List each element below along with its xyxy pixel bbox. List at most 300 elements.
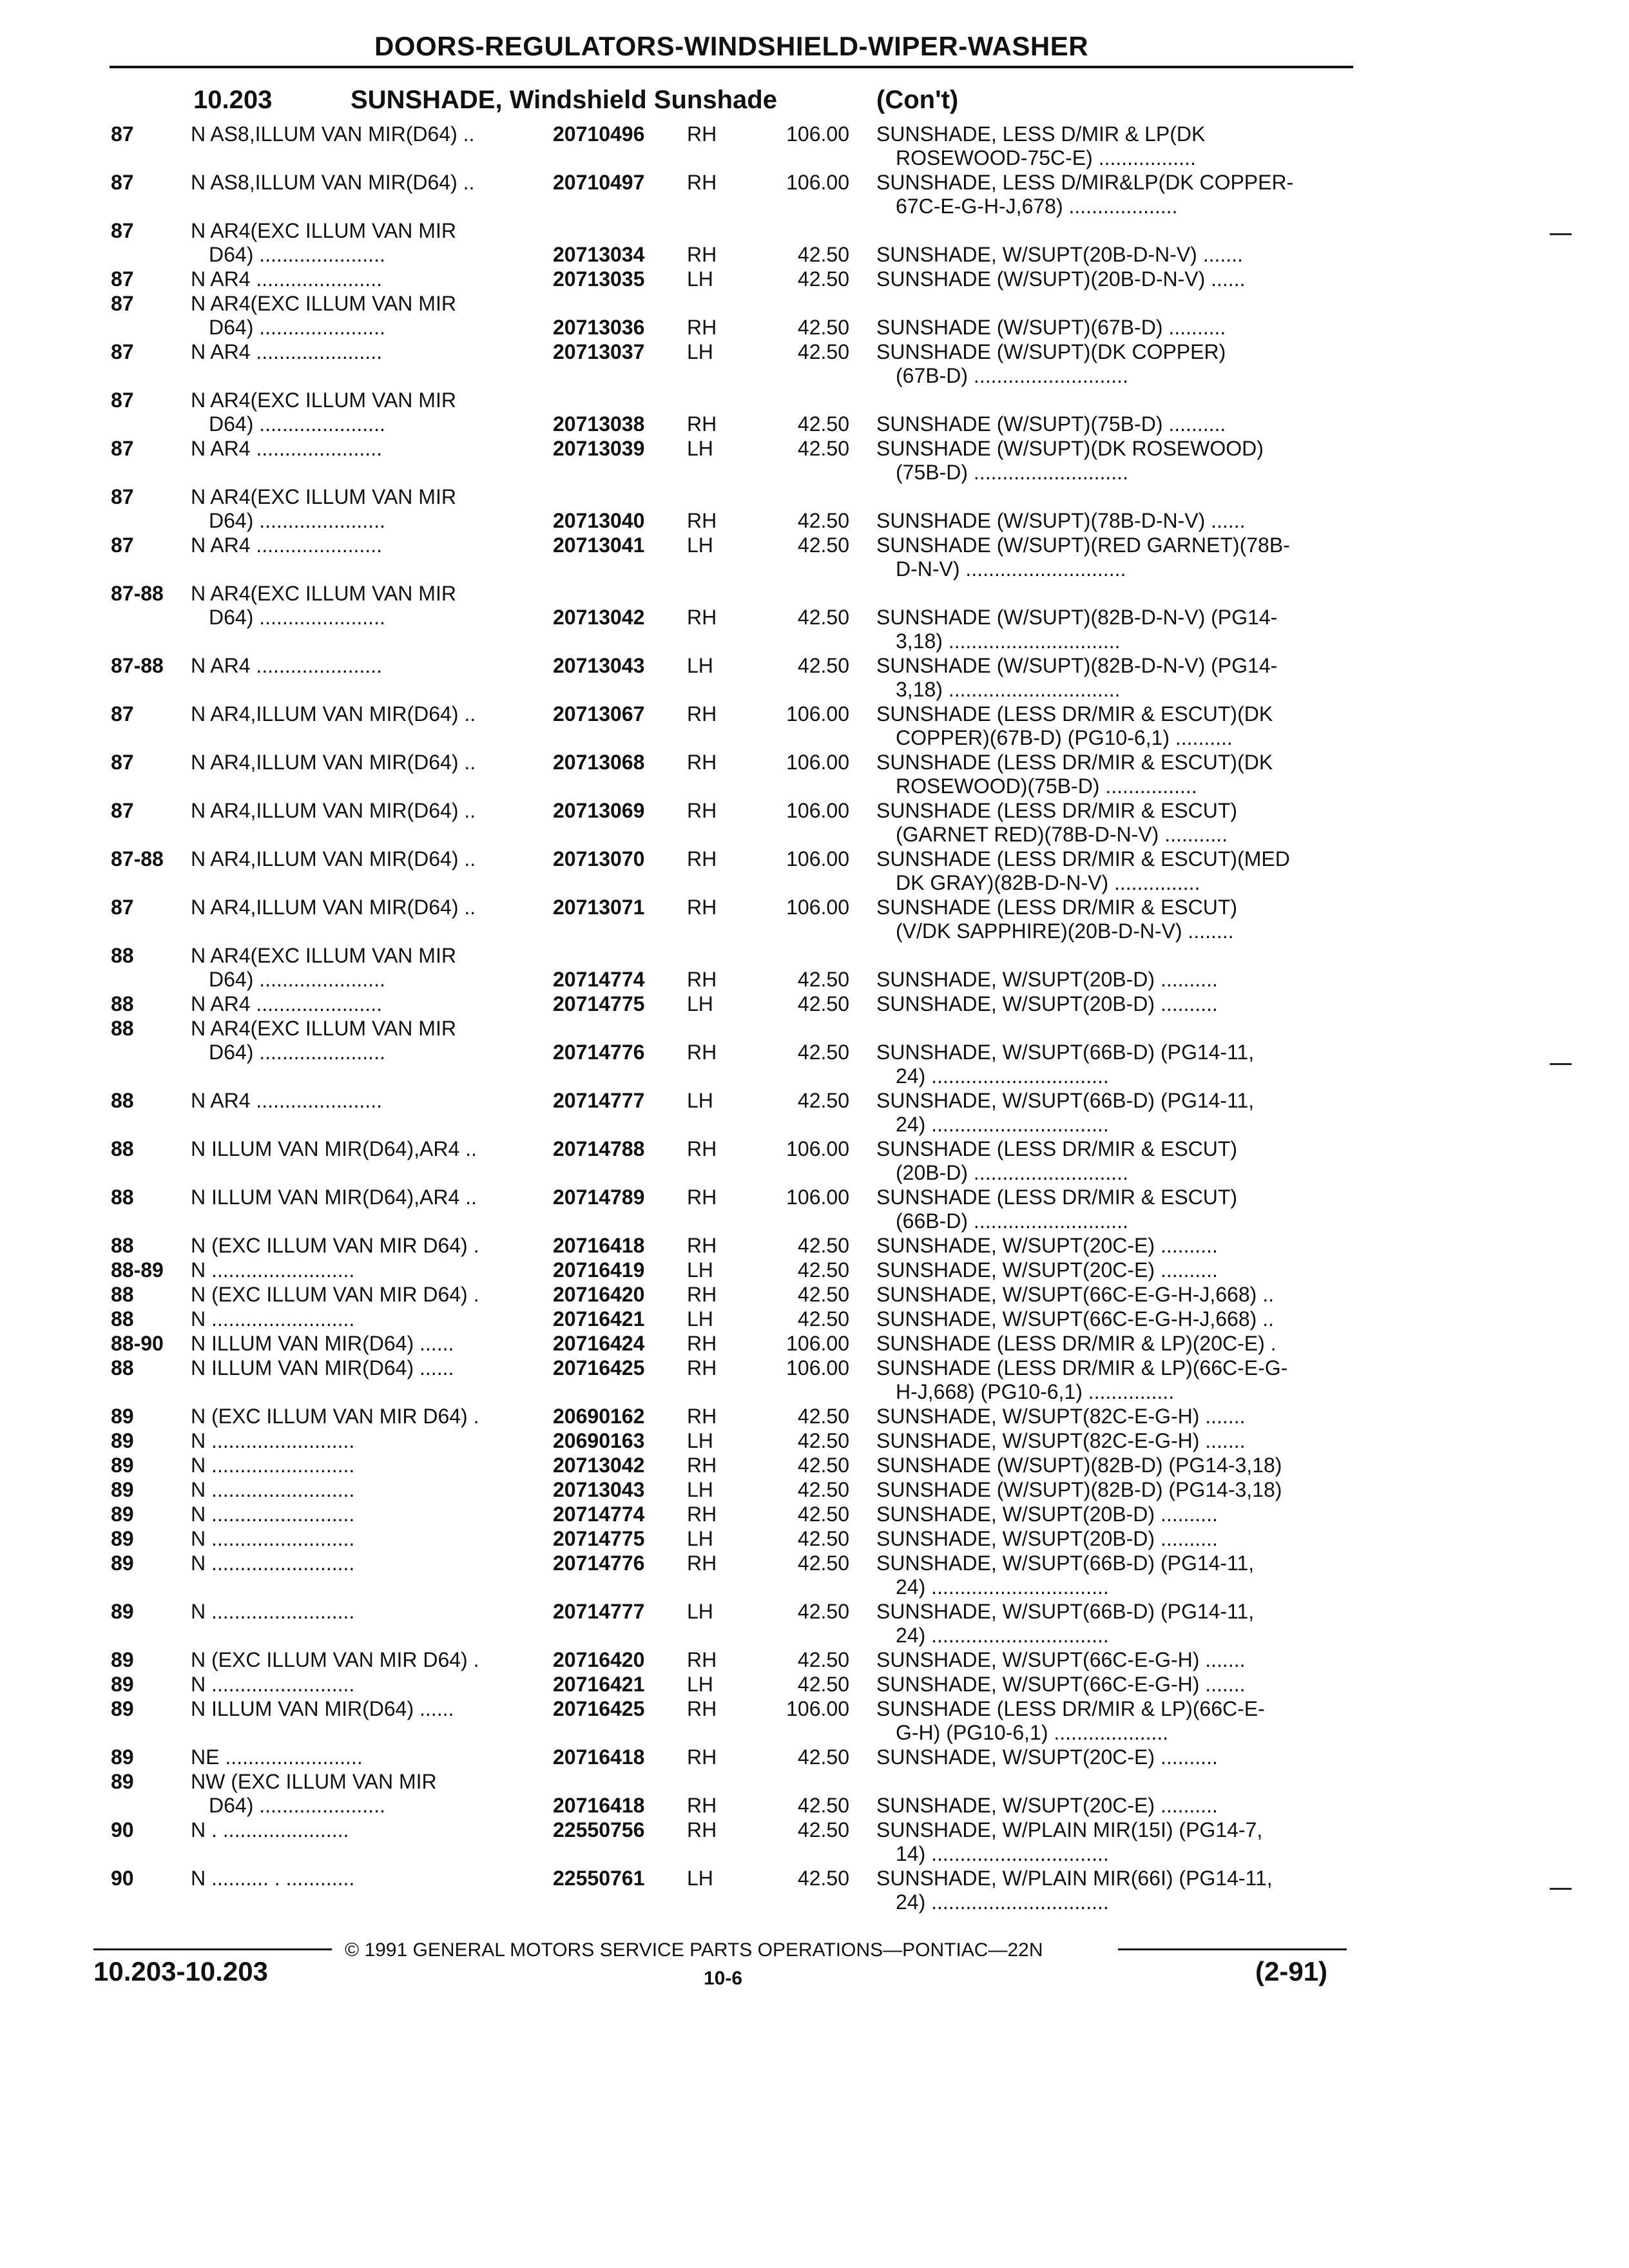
model-year: 89: [111, 1552, 134, 1575]
price: 42.50: [797, 1258, 849, 1282]
side: RH: [687, 243, 717, 266]
price: 106.00: [786, 171, 849, 194]
usage-description-line: N AR4(EXC ILLUM VAN MIR: [191, 389, 456, 412]
model-year: 87: [111, 340, 134, 363]
part-number: 20716420: [553, 1648, 645, 1671]
table-row: [0, 437, 1629, 485]
usage-description-line: N .........................: [191, 1258, 355, 1282]
usage-description: [191, 533, 558, 557]
usage-description-line: N AR4 ......................: [191, 340, 382, 363]
part-name-line: SUNSHADE, W/SUPT(82C-E-G-H) .......: [876, 1405, 1246, 1428]
usage-description-line: N ILLUM VAN MIR(D64),AR4 ..: [191, 1137, 477, 1160]
usage-description: [191, 582, 558, 629]
usage-description: [191, 1745, 558, 1769]
part-number: 20713038: [553, 412, 645, 436]
table-row: [0, 1307, 1629, 1332]
usage-description-line: D64) ......................: [209, 968, 385, 991]
side: RH: [687, 896, 717, 919]
part-number: 22550761: [553, 1867, 645, 1890]
part-name: [876, 1503, 1353, 1526]
part-name-line: SUNSHADE (LESS DR/MIR & ESCUT)(DK: [876, 751, 1273, 774]
part-name-line: (67B-D) ...........................: [896, 364, 1128, 387]
table-row: [0, 799, 1629, 847]
model-year: 89: [111, 1770, 134, 1793]
part-number: 20713036: [553, 316, 645, 339]
model-year: 89: [111, 1697, 134, 1720]
part-number: 20714788: [553, 1137, 645, 1160]
price: 106.00: [786, 1186, 849, 1209]
usage-description-line: N (EXC ILLUM VAN MIR D64) .: [191, 1405, 479, 1428]
price: 42.50: [797, 340, 849, 363]
price: 42.50: [797, 533, 849, 557]
model-year: 89: [111, 1527, 134, 1550]
edge-mark: [1550, 1063, 1572, 1065]
part-name-line: SUNSHADE, W/SUPT(20C-E) ..........: [876, 1258, 1218, 1282]
part-name-line: 24) ...............................: [896, 1113, 1109, 1136]
table-row: [0, 1552, 1629, 1600]
table-row: [0, 1697, 1629, 1745]
usage-description: [191, 437, 558, 461]
usage-description: [191, 702, 558, 726]
side: RH: [687, 847, 717, 870]
part-number: 20716418: [553, 1794, 645, 1817]
table-row: [0, 1332, 1629, 1356]
usage-description: [191, 1137, 558, 1161]
model-year: 87: [111, 751, 134, 774]
usage-description: [191, 1648, 558, 1672]
price: 42.50: [797, 1648, 849, 1671]
model-year: 88: [111, 1186, 134, 1209]
usage-description-line: N AR4,ILLUM VAN MIR(D64) ..: [191, 847, 476, 870]
part-name-line: SUNSHADE, W/SUPT(66C-E-G-H-J,668) ..: [876, 1283, 1274, 1306]
model-year: 88: [111, 1137, 134, 1160]
part-name-line: SUNSHADE, W/SUPT(20B-D) ..........: [876, 1527, 1218, 1550]
usage-description: [191, 799, 558, 823]
table-row: [0, 1429, 1629, 1454]
price: 106.00: [786, 799, 849, 822]
part-name: [876, 702, 1353, 750]
part-name: [876, 243, 1353, 267]
part-name: [876, 171, 1353, 218]
usage-description: [191, 847, 558, 871]
table-row: [0, 340, 1629, 389]
usage-description-line: N AR4(EXC ILLUM VAN MIR: [191, 219, 456, 242]
price: 42.50: [797, 1429, 849, 1452]
part-name-line: SUNSHADE (W/SUPT)(RED GARNET)(78B-: [876, 533, 1290, 557]
part-name: [876, 1552, 1353, 1599]
price: 106.00: [786, 847, 849, 870]
table-row: [0, 292, 1629, 340]
usage-description-line: D64) ......................: [209, 243, 385, 266]
part-number: 20713071: [553, 896, 645, 919]
usage-description-line: N AR4 ......................: [191, 1089, 382, 1112]
usage-description: [191, 992, 558, 1016]
part-name-line: (75B-D) ...........................: [896, 461, 1128, 484]
part-name-line: SUNSHADE (W/SUPT)(20B-D-N-V) ......: [876, 267, 1246, 291]
usage-description: [191, 1770, 558, 1818]
model-year: 90: [111, 1867, 134, 1890]
price: 42.50: [797, 1307, 849, 1331]
part-name: [876, 1673, 1353, 1696]
table-row: [0, 1527, 1629, 1552]
part-number: 20714774: [553, 968, 645, 991]
part-name-line: SUNSHADE, W/SUPT(20C-E) ..........: [876, 1794, 1218, 1817]
usage-description-line: N .........................: [191, 1429, 355, 1452]
model-year: 87: [111, 267, 134, 291]
price: 42.50: [797, 1552, 849, 1575]
side: RH: [687, 1818, 717, 1841]
side: RH: [687, 122, 717, 146]
part-name-line: SUNSHADE (LESS DR/MIR & LP)(66C-E-: [876, 1697, 1265, 1720]
model-year: 88: [111, 1089, 134, 1112]
side: RH: [687, 606, 717, 629]
part-name-line: SUNSHADE, W/SUPT(20B-D-N-V) .......: [876, 243, 1243, 266]
part-number: 20690162: [553, 1405, 645, 1428]
part-name: [876, 316, 1353, 340]
price: 42.50: [797, 1794, 849, 1817]
table-row: [0, 1089, 1629, 1137]
price: 42.50: [797, 1041, 849, 1064]
model-year: 87-88: [111, 654, 164, 677]
part-number: 20714776: [553, 1041, 645, 1064]
part-number: 20710496: [553, 122, 645, 146]
side: RH: [687, 1283, 717, 1306]
price: 42.50: [797, 1478, 849, 1501]
table-row: [0, 582, 1629, 654]
price: 42.50: [797, 412, 849, 436]
side: RH: [687, 1794, 717, 1817]
part-name-line: SUNSHADE, W/SUPT(66C-E-G-H) .......: [876, 1673, 1246, 1696]
part-name-line: SUNSHADE (LESS DR/MIR & ESCUT)(DK: [876, 702, 1273, 726]
side: RH: [687, 171, 717, 194]
price: 42.50: [797, 1527, 849, 1550]
part-number: 22550756: [553, 1818, 645, 1841]
part-number: 20713035: [553, 267, 645, 291]
table-row: [0, 389, 1629, 437]
usage-description-line: N AR4(EXC ILLUM VAN MIR: [191, 485, 456, 508]
price: 106.00: [786, 1137, 849, 1160]
usage-description-line: N AS8,ILLUM VAN MIR(D64) ..: [191, 171, 475, 194]
table-row: [0, 1017, 1629, 1089]
part-name: [876, 437, 1353, 485]
part-name-line: SUNSHADE (W/SUPT)(82B-D-N-V) (PG14-: [876, 606, 1278, 629]
usage-description: [191, 171, 558, 195]
table-row: [0, 1745, 1629, 1770]
model-year: 89: [111, 1478, 134, 1501]
part-name-line: SUNSHADE, W/PLAIN MIR(15I) (PG14-7,: [876, 1818, 1263, 1841]
part-number: 20716425: [553, 1356, 645, 1379]
price: 42.50: [797, 437, 849, 460]
side: RH: [687, 509, 717, 532]
usage-description-line: N AR4(EXC ILLUM VAN MIR: [191, 1017, 456, 1040]
table-row: [0, 1818, 1629, 1867]
side: RH: [687, 1745, 717, 1769]
side: LH: [687, 1429, 713, 1452]
part-name-line: SUNSHADE (W/SUPT)(67B-D) ..........: [876, 316, 1226, 339]
price: 42.50: [797, 1745, 849, 1769]
table-row: [0, 1770, 1629, 1818]
side: RH: [687, 1137, 717, 1160]
part-name: [876, 1648, 1353, 1672]
side: LH: [687, 992, 713, 1015]
part-name-line: (66B-D) ...........................: [896, 1209, 1128, 1233]
usage-description-line: N .........................: [191, 1673, 355, 1696]
model-year: 88: [111, 992, 134, 1015]
model-year: 89: [111, 1648, 134, 1671]
price: 42.50: [797, 606, 849, 629]
model-year: 88: [111, 1356, 134, 1379]
usage-description-line: N AR4 ......................: [191, 437, 382, 460]
usage-description: [191, 1697, 558, 1721]
side: LH: [687, 437, 713, 460]
part-number: 20713068: [553, 751, 645, 774]
part-name: [876, 1794, 1353, 1818]
usage-description-line: N AR4,ILLUM VAN MIR(D64) ..: [191, 799, 476, 822]
part-number: 20716424: [553, 1332, 645, 1355]
usage-description-line: N AR4(EXC ILLUM VAN MIR: [191, 582, 456, 605]
model-year: 89: [111, 1600, 134, 1623]
part-name: [876, 799, 1353, 847]
table-row: [0, 122, 1629, 171]
part-number: 20716419: [553, 1258, 645, 1282]
part-name-line: SUNSHADE, W/SUPT(66B-D) (PG14-11,: [876, 1600, 1255, 1623]
part-name-line: 24) ...............................: [896, 1575, 1109, 1599]
usage-description-line: N (EXC ILLUM VAN MIR D64) .: [191, 1234, 479, 1257]
part-name: [876, 533, 1353, 581]
part-name-line: SUNSHADE (LESS DR/MIR & ESCUT): [876, 799, 1238, 822]
footer-page-number: 10-6: [704, 1968, 743, 1989]
side: LH: [687, 1673, 713, 1696]
table-row: [0, 751, 1629, 799]
usage-description: [191, 267, 558, 291]
table-row: [0, 702, 1629, 751]
part-name-line: 67C-E-G-H-J,678) ...................: [896, 195, 1178, 218]
model-year: 88: [111, 1234, 134, 1257]
table-row: [0, 171, 1629, 219]
usage-description: [191, 944, 558, 992]
usage-description-line: N ILLUM VAN MIR(D64) ......: [191, 1697, 454, 1720]
model-year: 88: [111, 1307, 134, 1331]
part-name: [876, 1600, 1353, 1648]
side: RH: [687, 316, 717, 339]
part-number: 20713043: [553, 654, 645, 677]
part-name-line: ROSEWOOD)(75B-D) ................: [896, 774, 1197, 798]
part-name: [876, 509, 1353, 533]
table-row: [0, 485, 1629, 533]
side: RH: [687, 1234, 717, 1257]
usage-description-line: D64) ......................: [209, 606, 385, 629]
part-name-line: SUNSHADE (LESS DR/MIR & ESCUT): [876, 1137, 1238, 1160]
part-name-line: SUNSHADE (W/SUPT)(82B-D) (PG14-3,18): [876, 1478, 1282, 1501]
table-row: [0, 1405, 1629, 1429]
table-row: [0, 1454, 1629, 1478]
usage-description: [191, 1503, 558, 1526]
model-year: 87: [111, 799, 134, 822]
table-row: [0, 533, 1629, 582]
usage-description: [191, 122, 558, 146]
part-name-line: SUNSHADE (LESS DR/MIR & LP)(66C-E-G-: [876, 1356, 1288, 1379]
part-number: 20713042: [553, 1454, 645, 1477]
usage-description-line: N .......... . ............: [191, 1867, 355, 1890]
part-number: 20714776: [553, 1552, 645, 1575]
part-name-line: SUNSHADE, LESS D/MIR&LP(DK COPPER-: [876, 171, 1294, 194]
table-row: [0, 1478, 1629, 1503]
table-row: [0, 992, 1629, 1017]
usage-description: [191, 1089, 558, 1113]
price: 42.50: [797, 1283, 849, 1306]
side: RH: [687, 1503, 717, 1526]
footer-rule-right: [1118, 1948, 1347, 1950]
usage-description: [191, 1600, 558, 1624]
part-name: [876, 968, 1353, 992]
part-name: [876, 1041, 1353, 1088]
part-name-line: SUNSHADE, W/SUPT(82C-E-G-H) .......: [876, 1429, 1246, 1452]
usage-description: [191, 1356, 558, 1380]
side: RH: [687, 1186, 717, 1209]
side: LH: [687, 267, 713, 291]
usage-description-line: N AR4 ......................: [191, 533, 382, 557]
price: 42.50: [797, 968, 849, 991]
part-name-line: 24) ...............................: [896, 1064, 1109, 1088]
usage-description: [191, 654, 558, 678]
price: 42.50: [797, 1454, 849, 1477]
usage-description-line: N (EXC ILLUM VAN MIR D64) .: [191, 1283, 479, 1306]
model-year: 87: [111, 292, 134, 315]
usage-description-line: N .........................: [191, 1454, 355, 1477]
model-year: 87: [111, 533, 134, 557]
usage-description-line: N .........................: [191, 1307, 355, 1331]
usage-description: [191, 219, 558, 267]
side: RH: [687, 1405, 717, 1428]
model-year: 89: [111, 1405, 134, 1428]
price: 42.50: [797, 1405, 849, 1428]
part-name-line: 3,18) ..............................: [896, 678, 1121, 701]
table-row: [0, 1258, 1629, 1283]
model-year: 88-90: [111, 1332, 164, 1355]
table-row: [0, 267, 1629, 292]
part-name-line: SUNSHADE (LESS DR/MIR & ESCUT): [876, 896, 1238, 919]
part-number: 20713034: [553, 243, 645, 266]
part-name: [876, 1429, 1353, 1453]
part-number: 20713069: [553, 799, 645, 822]
edge-mark: [1550, 1888, 1572, 1890]
part-name-line: (20B-D) ...........................: [896, 1161, 1128, 1184]
model-year: 88: [111, 944, 134, 967]
side: LH: [687, 1867, 713, 1890]
side: RH: [687, 1552, 717, 1575]
usage-description-line: NW (EXC ILLUM VAN MIR: [191, 1770, 437, 1793]
price: 42.50: [797, 243, 849, 266]
usage-description-line: N (EXC ILLUM VAN MIR D64) .: [191, 1648, 479, 1671]
usage-description: [191, 1186, 558, 1209]
part-name: [876, 1454, 1353, 1477]
part-name: [876, 1234, 1353, 1258]
part-name: [876, 751, 1353, 798]
usage-description-line: N AS8,ILLUM VAN MIR(D64) ..: [191, 122, 475, 146]
side: RH: [687, 702, 717, 726]
usage-description: [191, 1478, 558, 1502]
usage-description-line: N AR4 ......................: [191, 654, 382, 677]
part-name-line: SUNSHADE (W/SUPT)(DK COPPER): [876, 340, 1226, 363]
part-name: [876, 1186, 1353, 1233]
price: 42.50: [797, 509, 849, 532]
side: LH: [687, 1089, 713, 1112]
usage-description: [191, 896, 558, 919]
usage-description-line: D64) ......................: [209, 412, 385, 436]
part-name: [876, 1697, 1353, 1745]
model-year: 89: [111, 1503, 134, 1526]
part-name: [876, 1405, 1353, 1428]
part-name-line: SUNSHADE, W/SUPT(66C-E-G-H-J,668) ..: [876, 1307, 1274, 1331]
part-name: [876, 1332, 1353, 1356]
part-number: 20714789: [553, 1186, 645, 1209]
price: 42.50: [797, 1089, 849, 1112]
part-number: 20713043: [553, 1478, 645, 1501]
part-name-line: 3,18) ..............................: [896, 629, 1121, 653]
part-name-line: SUNSHADE, W/SUPT(20B-D) ..........: [876, 968, 1218, 991]
part-number: 20714777: [553, 1089, 645, 1112]
model-year: 88: [111, 1283, 134, 1306]
part-name: [876, 1258, 1353, 1282]
usage-description-line: D64) ......................: [209, 1794, 385, 1817]
usage-description: [191, 1258, 558, 1282]
model-year: 89: [111, 1673, 134, 1696]
usage-description: [191, 292, 558, 340]
side: RH: [687, 412, 717, 436]
part-name-line: SUNSHADE, W/SUPT(20B-D) ..........: [876, 1503, 1218, 1526]
part-name-line: SUNSHADE, W/SUPT(66B-D) (PG14-11,: [876, 1552, 1255, 1575]
part-name-line: SUNSHADE, W/SUPT(66B-D) (PG14-11,: [876, 1041, 1255, 1064]
model-year: 87: [111, 702, 134, 726]
part-number: 20713041: [553, 533, 645, 557]
part-name-line: SUNSHADE, W/SUPT(66C-E-G-H) .......: [876, 1648, 1246, 1671]
model-year: 87: [111, 437, 134, 460]
table-row: [0, 219, 1629, 267]
part-name-line: ROSEWOOD-75C-E) .................: [896, 146, 1196, 169]
usage-description-line: N AR4 ......................: [191, 267, 382, 291]
model-year: 87-88: [111, 847, 164, 870]
price: 42.50: [797, 1818, 849, 1841]
part-number: 20714774: [553, 1503, 645, 1526]
part-number: 20714777: [553, 1600, 645, 1623]
side: LH: [687, 533, 713, 557]
price: 42.50: [797, 992, 849, 1015]
part-number: 20713070: [553, 847, 645, 870]
price: 106.00: [786, 1332, 849, 1355]
price: 42.50: [797, 1867, 849, 1890]
part-name-line: COPPER)(67B-D) (PG10-6,1) ..........: [896, 726, 1233, 749]
part-name: [876, 412, 1353, 436]
side: LH: [687, 654, 713, 677]
usage-description: [191, 1332, 558, 1356]
table-row: [0, 1186, 1629, 1234]
part-name: [876, 340, 1353, 388]
price: 42.50: [797, 316, 849, 339]
usage-description: [191, 1283, 558, 1307]
table-row: [0, 1137, 1629, 1186]
header-rule: [110, 66, 1353, 68]
usage-description-line: N ILLUM VAN MIR(D64) ......: [191, 1332, 454, 1355]
edge-mark: [1550, 233, 1572, 235]
usage-description-line: N AR4,ILLUM VAN MIR(D64) ..: [191, 751, 476, 774]
part-name: [876, 1307, 1353, 1331]
part-number: 20716425: [553, 1697, 645, 1720]
table-row: [0, 1503, 1629, 1527]
part-name-line: 24) ...............................: [896, 1624, 1109, 1647]
side: RH: [687, 968, 717, 991]
part-name: [876, 1745, 1353, 1769]
table-row: [0, 1234, 1629, 1258]
